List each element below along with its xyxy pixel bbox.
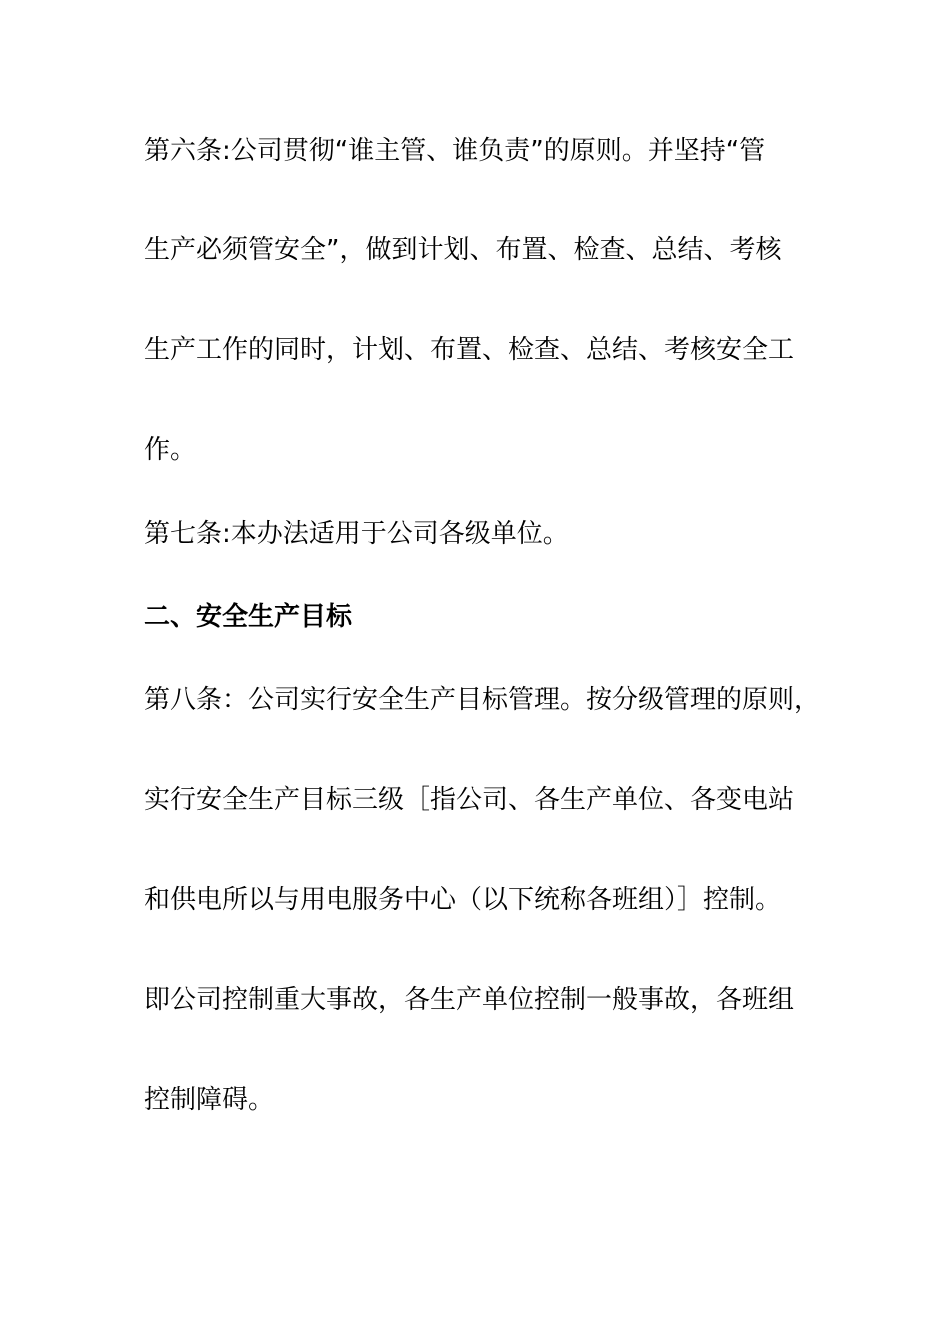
article-6-line-1: 第六条:公司贯彻“谁主管、谁负责”的原则。并坚持“管 xyxy=(144,136,766,166)
section-heading: 二、安全生产目标 xyxy=(144,602,353,632)
article-6-line-3: 生产工作的同时，计划、布置、检查、总结、考核安全工 xyxy=(144,335,795,365)
article-6-line-2: 生产必须管安全”，做到计划、布置、检查、总结、考核 xyxy=(144,235,782,265)
article-8-line-2: 实行安全生产目标三级［指公司、各生产单位、各变电站 xyxy=(144,785,795,815)
article-8-line-1: 第八条：公司实行安全生产目标管理。按分级管理的原则， xyxy=(144,685,821,715)
article-8-line-4: 即公司控制重大事故，各生产单位控制一般事故，各班组 xyxy=(144,985,795,1015)
article-6-line-4: 作。 xyxy=(144,435,197,465)
article-8-line-5: 控制障碍。 xyxy=(144,1085,275,1115)
article-7-line-1: 第七条:本办法适用于公司各级单位。 xyxy=(144,519,569,549)
article-8-line-3: 和供电所以与用电服务中心（以下统称各班组）］控制。 xyxy=(144,885,782,915)
